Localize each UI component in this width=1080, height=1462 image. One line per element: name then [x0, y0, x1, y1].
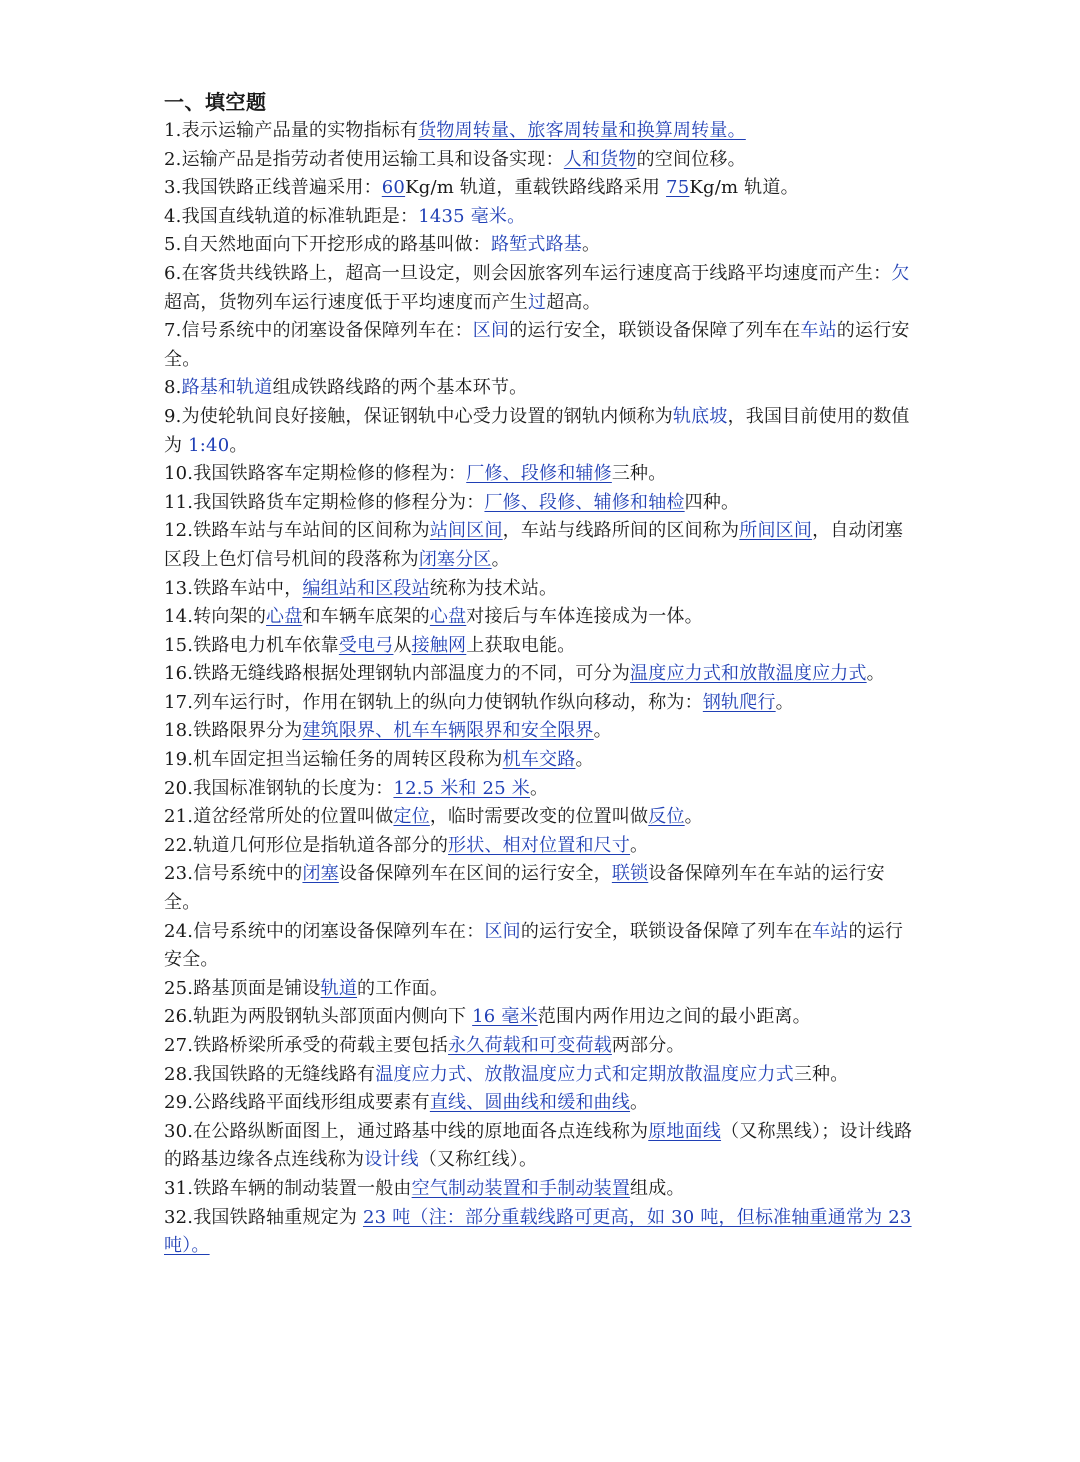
- question-text: 信号系统中的闭塞设备保障列车在：: [193, 920, 485, 942]
- answer-text: 永久荷载和可变荷载: [448, 1035, 612, 1056]
- question-number: 18.: [164, 720, 194, 742]
- question-text: 运输产品是指劳动者使用运输工具和设备实现：: [181, 148, 564, 170]
- question-text: 我国铁路正线普遍采用：: [181, 177, 382, 199]
- question-text: 轨道几何形位是指轨道各部分的: [193, 834, 449, 856]
- question-number: 10.: [164, 463, 194, 485]
- answer-text: 1435 毫米。: [418, 205, 526, 227]
- answer-text: 反位: [648, 806, 685, 828]
- answer-text: 机车交路: [502, 749, 576, 771]
- answer-text: 厂修、段修、辅修和轴检: [484, 491, 685, 513]
- answer-text: 心盘: [429, 606, 467, 628]
- question-text: 的运行安全。: [164, 320, 910, 370]
- question-number: 7.: [164, 320, 182, 342]
- question-11: [164, 489, 918, 518]
- question-14: [164, 603, 918, 632]
- question-5: [164, 231, 918, 260]
- question-18: [164, 717, 918, 746]
- question-text: 设备保障列车在车站的运行安全。: [164, 863, 885, 914]
- question-text: 。: [866, 663, 885, 685]
- question-number: 9.: [164, 405, 182, 427]
- question-text: Kg/m 轨道，重载铁路线路采用: [405, 177, 667, 199]
- question-25: [164, 975, 918, 1004]
- question-text: ，自动闭塞区段上色灯信号机间的段落称为: [164, 520, 904, 570]
- question-number: 26.: [164, 1006, 194, 1028]
- question-text: 信号系统中的闭塞设备保障列车在：: [181, 320, 473, 342]
- question-number: 29.: [164, 1092, 194, 1114]
- question-22: [164, 832, 918, 861]
- question-number: 15.: [164, 634, 194, 656]
- answer-text: 定位: [393, 806, 430, 828]
- question-text: 的运行安全，联锁设备保障了列车在: [520, 920, 813, 942]
- answer-text: 16 毫米: [472, 1006, 538, 1028]
- question-text: 三种。: [793, 1063, 849, 1085]
- answer-text: 联锁: [611, 863, 649, 885]
- question-text: 。: [684, 806, 703, 828]
- question-text: 信号系统中的: [193, 863, 303, 885]
- section-title: 一、填空题: [164, 90, 267, 114]
- answer-text: 温度应力式和放散温度应力式: [630, 663, 867, 685]
- question-text: 的空间位移。: [636, 148, 746, 170]
- question-9: [164, 403, 918, 460]
- answer-text: 编组站和区段站: [302, 577, 430, 599]
- answer-text: 建筑限界、机车车辆限界和安全限界: [302, 720, 594, 742]
- answer-text: 路堑式路基: [490, 234, 582, 256]
- question-13: [164, 575, 918, 604]
- question-text: 在公路纵断面图上，通过路基中线的原地面各点连线称为: [193, 1120, 649, 1142]
- answer-text: 车站: [800, 320, 837, 342]
- question-text: 的运行安全。: [164, 920, 904, 971]
- answer-text: 设计线: [364, 1149, 419, 1171]
- question-text: 铁路车辆的制动装置一般由: [193, 1177, 412, 1199]
- question-text: 四种。: [684, 491, 740, 513]
- question-number: 13.: [164, 577, 194, 599]
- question-3: [164, 174, 918, 203]
- question-text: 我国铁路轴重规定为: [193, 1206, 363, 1228]
- question-number: 21.: [164, 806, 194, 828]
- answer-text: 人和货物: [563, 148, 637, 170]
- question-number: 14.: [164, 606, 194, 628]
- question-text: 两部分。: [611, 1035, 685, 1056]
- question-28: [164, 1061, 918, 1090]
- answer-text: 车站: [812, 920, 849, 942]
- question-text: 组成。: [630, 1177, 685, 1199]
- question-text: 列车运行时，作用在钢轨上的纵向力使钢轨作纵向移动，称为：: [193, 691, 703, 713]
- question-text: 转向架的: [193, 606, 267, 628]
- answer-text: 75: [666, 177, 690, 199]
- question-10: [164, 460, 918, 489]
- question-number: 16.: [164, 663, 194, 685]
- question-1: [164, 117, 918, 146]
- question-text: 。: [630, 1092, 649, 1114]
- question-text: 组成铁路线路的两个基本环节。: [272, 377, 528, 399]
- question-number: 30.: [164, 1120, 194, 1142]
- question-list: [164, 117, 918, 1261]
- question-8: [164, 374, 918, 403]
- question-text: 超高，货物列车运行速度低于平均速度而产生: [164, 291, 528, 313]
- question-text: 自天然地面向下开挖形成的路基叫做：: [181, 234, 491, 256]
- question-text: ，临时需要改变的位置叫做: [429, 806, 649, 828]
- question-text: 我国铁路货车定期检修的修程分为：: [193, 491, 485, 513]
- answer-text: 轨道: [320, 977, 358, 999]
- question-26: [164, 1003, 918, 1032]
- question-text: 我国铁路客车定期检修的修程为：: [193, 463, 467, 485]
- question-text: 三种。: [611, 463, 667, 485]
- answer-text: 接触网: [411, 634, 467, 656]
- question-text: 超高。: [546, 291, 601, 313]
- question-number: 6.: [164, 262, 182, 284]
- question-number: 28.: [164, 1063, 194, 1085]
- question-text: ，我国目前使用的数值为: [164, 405, 910, 456]
- question-text: 统称为技术站。: [429, 577, 558, 599]
- answer-text: 区间: [484, 920, 521, 942]
- question-text: 铁路电力机车依靠: [193, 634, 339, 656]
- answer-text: 60: [381, 177, 406, 199]
- question-23: [164, 860, 918, 917]
- question-number: 11.: [164, 491, 194, 513]
- question-number: 24.: [164, 920, 194, 942]
- question-text: 我国直线轨道的标准轨距是：: [181, 205, 419, 227]
- question-31: [164, 1175, 918, 1204]
- question-30: [164, 1118, 918, 1175]
- answer-text: 空气制动装置和手制动装置: [411, 1177, 631, 1199]
- question-text: 。: [630, 834, 649, 856]
- question-17: [164, 689, 918, 718]
- question-text: 。: [581, 234, 601, 256]
- answer-text: 闭塞: [302, 863, 339, 885]
- question-text: 。: [775, 691, 794, 713]
- answer-text: 所间区间: [739, 520, 813, 542]
- question-text: 上获取电能。: [466, 634, 576, 656]
- question-text: 铁路车站中，: [193, 577, 303, 599]
- question-number: 22.: [164, 834, 194, 856]
- question-text: 铁路限界分为: [193, 720, 303, 742]
- question-text: 。: [593, 720, 612, 742]
- question-number: 20.: [164, 777, 194, 799]
- question-text: 。: [491, 548, 510, 570]
- question-text: Kg/m 轨道。: [689, 177, 799, 199]
- answer-text: 12.5 米和 25 米: [393, 777, 530, 799]
- question-4: [164, 203, 918, 232]
- question-number: 25.: [164, 977, 194, 999]
- question-24: [164, 918, 918, 975]
- answer-text: 钢轨爬行: [702, 691, 776, 713]
- question-number: 2.: [164, 148, 182, 170]
- question-text: 铁路无缝线路根据处理钢轨内部温度力的不同，可分为: [193, 663, 631, 685]
- answer-text: 直线、圆曲线和缓和曲线: [429, 1092, 631, 1114]
- answer-text: 过: [528, 291, 547, 313]
- question-text: 。: [229, 434, 248, 456]
- question-text: 的运行安全，联锁设备保障了列车在: [509, 320, 801, 342]
- question-text: 机车固定担当运输任务的周转区段称为: [193, 749, 503, 771]
- answer-text: 区间: [472, 320, 510, 342]
- question-text: 为使轮轨间良好接触，保证钢轨中心受力设置的钢轨内倾称为: [181, 405, 673, 427]
- answer-text: 欠: [891, 262, 910, 284]
- question-number: 1.: [164, 120, 182, 141]
- question-text: 道岔经常所处的位置叫做: [193, 806, 394, 828]
- question-text: 路基顶面是铺设: [193, 977, 321, 999]
- question-21: [164, 803, 918, 832]
- question-32: [164, 1204, 918, 1261]
- question-text: 铁路桥梁所承受的荷载主要包括: [193, 1035, 449, 1056]
- question-2: [164, 146, 918, 175]
- question-text: 和车辆车底架的: [302, 606, 430, 628]
- answer-text: 温度应力式、放散温度应力式和定期放散温度应力式: [375, 1063, 794, 1085]
- question-text: 。: [530, 777, 549, 799]
- question-text: 我国铁路的无缝线路有: [193, 1063, 376, 1085]
- question-6: [164, 260, 918, 317]
- question-20: [164, 775, 918, 804]
- question-text: ，车站与线路所间的区间称为: [502, 520, 740, 542]
- question-text: 对接后与车体连接成为一体。: [466, 606, 703, 628]
- answer-text: 形状、相对位置和尺寸: [448, 834, 631, 856]
- question-number: 19.: [164, 749, 194, 771]
- question-text: 公路线路平面线形组成要素有: [193, 1092, 430, 1114]
- question-number: 27.: [164, 1035, 194, 1056]
- question-text: 的工作面。: [357, 977, 449, 999]
- answer-text: 厂修、段修和辅修: [466, 463, 612, 485]
- question-text: 表示运输产品量的实物指标有: [181, 120, 419, 141]
- question-number: 23.: [164, 863, 194, 885]
- question-number: 17.: [164, 691, 194, 713]
- question-text: （又称黑线）；设计线路的路基边缘各点连线称为: [164, 1120, 913, 1171]
- answer-text: 受电弓: [338, 634, 394, 656]
- answer-text: 站间区间: [429, 520, 503, 542]
- question-number: 4.: [164, 205, 182, 227]
- question-7: [164, 317, 918, 374]
- question-text: 范围内两作用边之间的最小距离。: [537, 1006, 811, 1028]
- question-text: 设备保障列车在区间的运行安全，: [338, 863, 612, 885]
- question-number: 5.: [164, 234, 182, 256]
- question-number: 8.: [164, 377, 182, 399]
- question-number: 32.: [164, 1206, 194, 1228]
- answer-text: 23 吨（注：部分重载线路可更高，如 30 吨，但标准轴重通常为 23 吨）。: [164, 1206, 912, 1257]
- answer-text: 心盘: [266, 606, 303, 628]
- answer-text: 闭塞分区: [418, 548, 492, 570]
- answer-text: 轨底坡: [672, 405, 728, 427]
- question-29: [164, 1089, 918, 1118]
- question-27: [164, 1032, 918, 1061]
- question-text: 铁路车站与车站间的区间称为: [193, 520, 430, 542]
- answer-text: 货物周转量、旅客周转量和换算周转量。: [418, 120, 746, 141]
- question-text: 在客货共线铁路上，超高一旦设定，则会因旅客列车运行速度高于线路平均速度而产生：: [181, 262, 892, 284]
- question-16: [164, 660, 918, 689]
- question-19: [164, 746, 918, 775]
- question-15: [164, 632, 918, 661]
- question-number: 3.: [164, 177, 182, 199]
- question-number: 12.: [164, 520, 194, 542]
- question-12: [164, 517, 918, 574]
- answer-text: 原地面线: [648, 1120, 722, 1142]
- answer-text: 1:40: [188, 434, 230, 456]
- question-text: 从: [393, 634, 412, 656]
- question-text: 。: [575, 749, 594, 771]
- question-text: 轨距为两股钢轨头部顶面内侧向下: [193, 1006, 473, 1028]
- question-text: （又称红线）。: [418, 1149, 538, 1171]
- question-text: 我国标准钢轨的长度为：: [193, 777, 394, 799]
- question-number: 31.: [164, 1177, 194, 1199]
- answer-text: 路基和轨道: [181, 377, 273, 399]
